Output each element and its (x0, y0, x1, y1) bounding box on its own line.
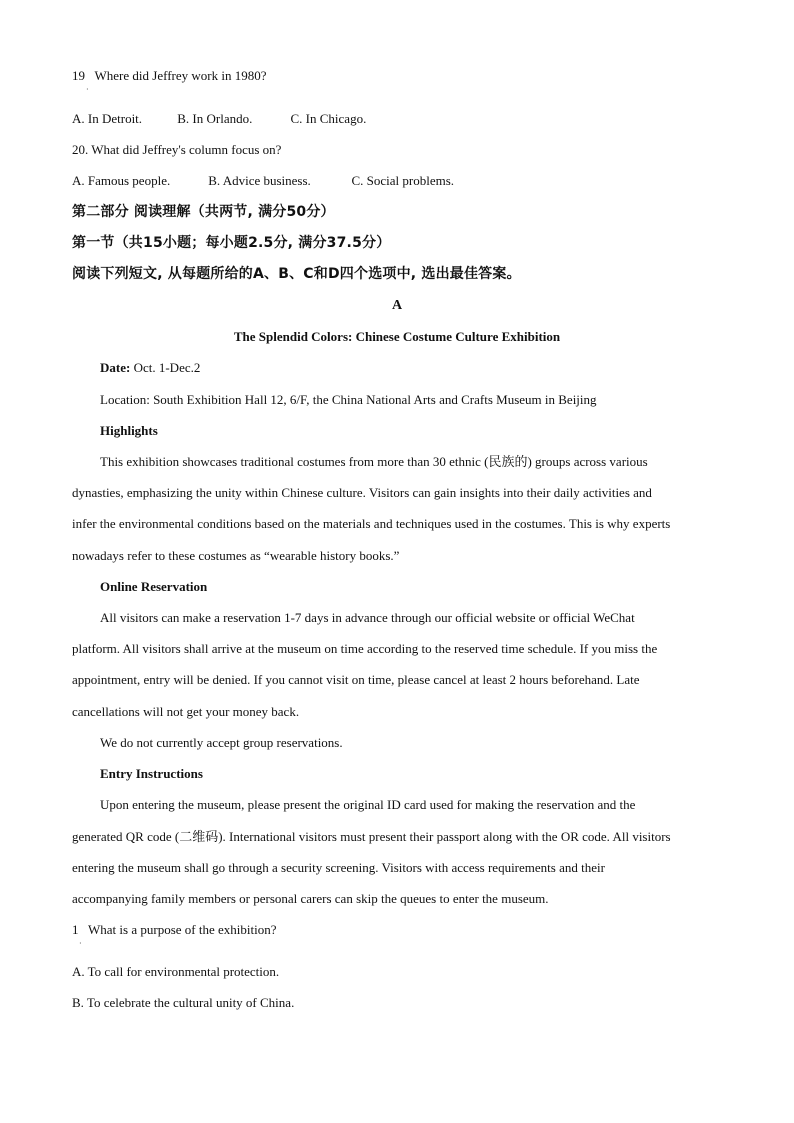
highlights-line: dynasties, emphasizing the unity within Chinese culture. Visitors can gain insights into their daily activities and (72, 485, 652, 500)
question-1-option-b: B. To celebrate the cultural unity of China. (72, 995, 295, 1010)
highlights-line: nowadays refer to these costumes as “wearable history books.” (72, 548, 400, 563)
entry-line: generated QR code (二维码). International visitors must present their passport along with the OR code. All visitors (72, 829, 671, 844)
reservation-line: platform. All visitors shall arrive at the museum on time according to the reserved time schedule. If you miss the (72, 641, 658, 656)
question-19 (72, 67, 724, 85)
option-c: C. In Chicago. (290, 111, 367, 126)
date-value: Oct. 1-Dec.2 (130, 360, 201, 375)
entry-line: entering the museum shall go through a security screening. Visitors with access requirements and their (72, 860, 605, 875)
highlights-line: This exhibition showcases traditional costumes from more than 30 ethnic (民族的) groups across various (100, 454, 648, 469)
decorative-dot: · (79, 939, 82, 948)
question-1 (72, 921, 724, 939)
question-text: What is a purpose of the exhibition? (88, 922, 277, 937)
highlights-line: infer the environmental conditions based on the materials and techniques used in the costumes. This is why experts (72, 516, 671, 531)
question-1-option-a: A. To call for environmental protection. (72, 964, 280, 979)
question-number: 19 (72, 68, 85, 83)
question-text: What did Jeffrey's column focus on? (91, 142, 282, 157)
option-a: A. Famous people. (72, 173, 171, 188)
entry-line: Upon entering the museum, please present the original ID card used for making the reservation and the (100, 797, 636, 812)
sub-section-title: 第一节（共15小题；每小题2.5分, 满分37.5分） (72, 235, 391, 251)
question-number: 20. (72, 142, 89, 157)
date-line (100, 359, 724, 377)
passage-letter: A (391, 298, 403, 313)
location-line: Location: South Exhibition Hall 12, 6/F, the China National Arts and Crafts Museum in Beijing (100, 392, 597, 407)
part-title: 第二部分 阅读理解（共两节, 满分50分） (72, 204, 335, 220)
reservation-line: appointment, entry will be denied. If you cannot visit on time, please cancel at least 2 hours beforehand. Late (72, 672, 640, 687)
question-20 (72, 141, 724, 159)
decorative-dot: · (86, 85, 89, 94)
reservation-line: All visitors can make a reservation 1-7 days in advance through our official website or official WeChat (100, 610, 635, 625)
question-20-options (72, 172, 724, 190)
instruction-text: 阅读下列短文, 从每题所给的A、B、C和D四个选项中, 选出最佳答案。 (72, 266, 521, 282)
entry-heading: Entry Instructions (100, 766, 203, 781)
reservation-heading: Online Reservation (100, 579, 208, 594)
passage-title: The Splendid Colors: Chinese Costume Culture Exhibition (233, 329, 561, 344)
entry-line: accompanying family members or personal carers can skip the queues to enter the museum. (72, 891, 549, 906)
group-reservation-note: We do not currently accept group reservations. (100, 735, 343, 750)
date-label: Date: (100, 360, 131, 375)
option-a: A. In Detroit. (72, 111, 143, 126)
question-number: 1 (72, 922, 79, 937)
question-text: Where did Jeffrey work in 1980? (94, 68, 267, 83)
reservation-line: cancellations will not get your money back. (72, 704, 300, 719)
option-b: B. Advice business. (208, 173, 311, 188)
option-b: B. In Orlando. (177, 111, 253, 126)
highlights-heading: Highlights (100, 423, 158, 438)
question-19-options (72, 110, 724, 128)
option-c: C. Social problems. (351, 173, 455, 188)
